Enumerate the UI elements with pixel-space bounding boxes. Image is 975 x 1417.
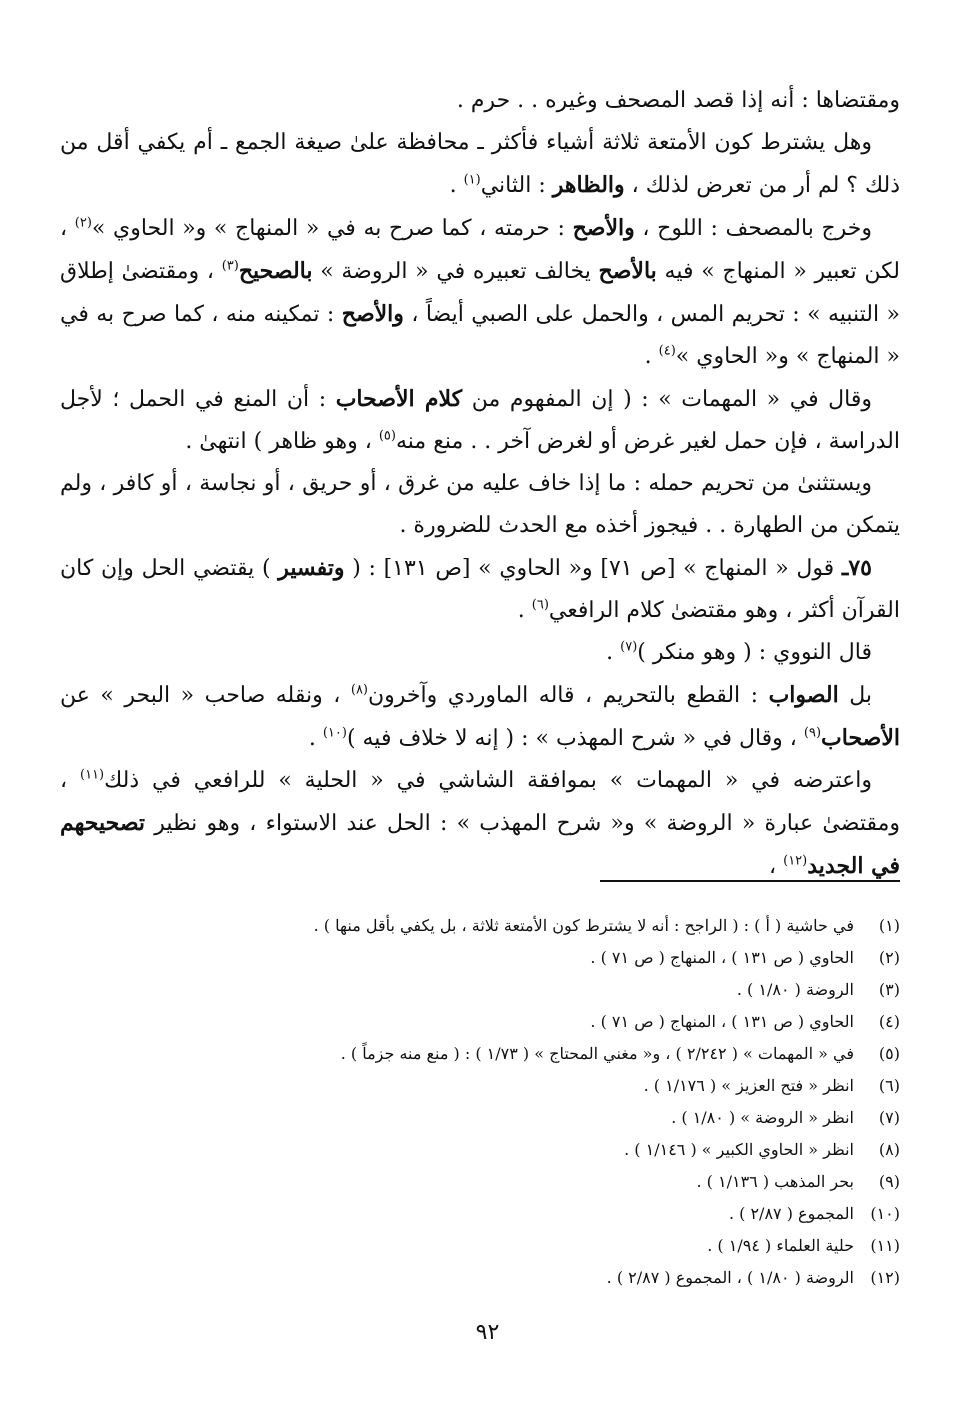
footnote-number: (٨) [878,1140,900,1159]
text-run: : الثاني [480,173,553,198]
text-run: وخرج بالمصحف : اللوح ، [634,216,873,241]
footnote-ref: (٢) [74,215,92,231]
bold-term: الأصحاب [821,725,900,751]
footnote-text: الحاوي ( ص ١٣١ ) ، المنهاج ( ص ٧١ ) . [590,948,854,967]
footnote-text: في حاشية ( أ ) : ( الراجح : أنه لا يشترط كون الأمتعة ثلاثة ، بل يكفي بأقل منها ) . [313,916,854,935]
text-run: ومقتضاها : أنه إذا قصد المصحف وغيره . . حرم . [456,88,900,113]
footnote [60,1198,900,1230]
text-run: واعترضه في « المهمات » بموافقة الشاشي في « الحلية » للرافعي في ذلك [104,768,873,793]
footnote-ref: (٦) [531,597,549,613]
footnote-number: (١) [878,916,900,935]
footnote-ref: (٩) [803,725,822,741]
bold-term: والأصح [572,215,635,241]
main-text [60,80,900,888]
footnote-ref: (٤) [658,343,676,359]
footnote [60,1134,900,1166]
footnote [60,1070,900,1102]
text-run: . [644,344,659,369]
footnote-number: (٦) [878,1076,900,1095]
footnote-ref: (٣) [221,258,239,274]
paragraph [60,632,900,674]
bold-term: وتفسير [278,555,345,581]
footnote [60,910,900,942]
footnote-text: بحر المذهب ( ١/١٣٦ ) . [696,1172,854,1191]
paragraph [60,378,900,463]
bold-term: الصواب [768,682,839,708]
footnote [60,1038,900,1070]
footnote-number: (٥) [878,1044,900,1063]
paragraph [60,760,900,888]
footnote-text: حلية العلماء ( ١/٩٤ ) . [707,1236,854,1255]
text-run: وقال في « المهمات » : ( إن المفهوم من [462,387,872,412]
bold-term: بالأصح [598,258,657,284]
bold-term: تصحيحهم في الجديد [60,810,900,879]
footnote-number: (١٢) [870,1268,900,1287]
footnote-text: في « المهمات » ( ٢/٢٤٢ ) ، و« مغني المحتاج » ( ١/٧٣ ) : ( منع منه جزماً ) . [340,1044,854,1063]
paragraph [60,463,900,547]
footnote-ref: (١) [463,172,481,188]
paragraph [60,80,900,122]
text-run: قول « المنهاج » [ص ٧١] و« الحاوي » [ص ١٣١] : ( [344,556,842,581]
footnote-text: المجموع ( ٢/٨٧ ) . [728,1204,854,1223]
footnote-ref: (١٢) [783,853,808,869]
bold-term: كلام الأصحاب [335,386,463,412]
footnote-text: الروضة ( ١/٨٠ ) . [736,980,854,999]
text-run: ) يقتضي الحل وإن كان القرآن أكثر ، وهو مقتضىٰ كلام الرافعي [60,556,900,623]
bold-term: والظاهر [552,172,625,198]
text-run: ، ومقتضىٰ عبارة « الروضة » و« شرح المهذب » : الحل عند الاستواء ، وهو نظير [60,768,900,836]
footnote-ref: (١٠) [322,725,347,741]
text-run: : القطع بالتحريم ، قاله الماوردي وآخرون [368,683,769,708]
text-run: ويستثنىٰ من تحريم حمله : ما إذا خاف عليه من غرق ، أو حريق ، أو نجاسة ، أو كافر ، ولم يتمكن من الطهارة . . فيجوز أخذه مع الحدث للضرورة . [60,471,900,538]
paragraph [60,674,900,760]
text-run: ، لكن تعبير « المنهاج » فيه [60,216,900,284]
text-run: ، وقال في « شرح المهذب » : ( إنه لا خلاف فيه ) [346,726,804,751]
footnote [60,974,900,1006]
footnotes [60,910,900,1294]
footnote [60,1006,900,1038]
text-run: ، وهو ظاهر ) انتهىٰ . [185,429,379,454]
text-run: ، ونقله صاحب « البحر » عن [60,683,351,708]
text-run: . [606,640,621,665]
footnote-separator [600,880,900,882]
footnote-ref: (٥) [378,428,396,444]
footnote-text: انظر « الحاوي الكبير » ( ١/١٤٦ ) . [624,1140,854,1159]
footnote-text: الحاوي ( ص ١٣١ ) ، المنهاج ( ص ٧١ ) . [590,1012,854,1031]
text-run: : حرمته ، كما صرح به في « المنهاج » و« الحاوي » [91,216,573,241]
bold-term: والأصح [341,301,404,327]
footnote-number: (١٠) [870,1204,900,1223]
page-number: ٩٢ [475,1320,500,1345]
footnote-text: انظر « فتح العزيز » ( ١/١٧٦ ) . [643,1076,854,1095]
footnote-text: انظر « الروضة » ( ١/٨٠ ) . [671,1108,854,1127]
footnote-number: (١١) [870,1236,900,1255]
text-run: . [449,173,464,198]
footnote [60,1166,900,1198]
footnote-text: الروضة ( ١/٨٠ ) ، المجموع ( ٢/٨٧ ) . [606,1268,854,1287]
text-run: يخالف تعبيره في « الروضة » [312,259,599,284]
footnote-number: (٣) [878,980,900,999]
text-run: وهل يشترط كون الأمتعة ثلاثة أشياء فأكثر ـ محافظة علىٰ صيغة الجمع ـ أم يكفي أقل من ذلك ؟ لم أر من تعرض لذلك ، [60,130,900,198]
footnote-number: (٧) [878,1108,900,1127]
text-run: : تمكينه منه ، كما صرح به في « المنهاج » و« الحاوي » [60,302,900,369]
footnote-ref: (٨) [350,682,368,698]
footnote-number: (٢) [878,948,900,967]
text-run: . [308,726,323,751]
paragraph [60,122,900,207]
footnote [60,1262,900,1294]
bold-term: ٧٥ـ [841,555,872,581]
text-run: : أن المنع في الحمل ؛ لأجل الدراسة ، فإن حمل لغير غرض أو لغرض آخر . . منع منه [60,387,900,454]
footnote [60,1102,900,1134]
text-run: ، ومقتضىٰ إطلاق « التنبيه » : تحريم المس ، والحمل على الصبي أيضاً ، [60,259,900,327]
footnote-ref: (٧) [620,639,638,655]
footnote [60,1230,900,1262]
bold-term: بالصحيح [238,258,313,284]
text-run: قال النووي : ( وهو منكر ) [637,640,872,665]
text-run: . [517,598,532,623]
page-body [60,80,900,1287]
footnote-ref: (١١) [79,767,105,783]
footnote-number: (٩) [878,1172,900,1191]
paragraph [60,207,900,378]
text-run: بل [838,683,872,708]
text-run: ، [769,854,784,879]
footnote [60,942,900,974]
paragraph [60,547,900,632]
footnote-number: (٤) [878,1012,900,1031]
